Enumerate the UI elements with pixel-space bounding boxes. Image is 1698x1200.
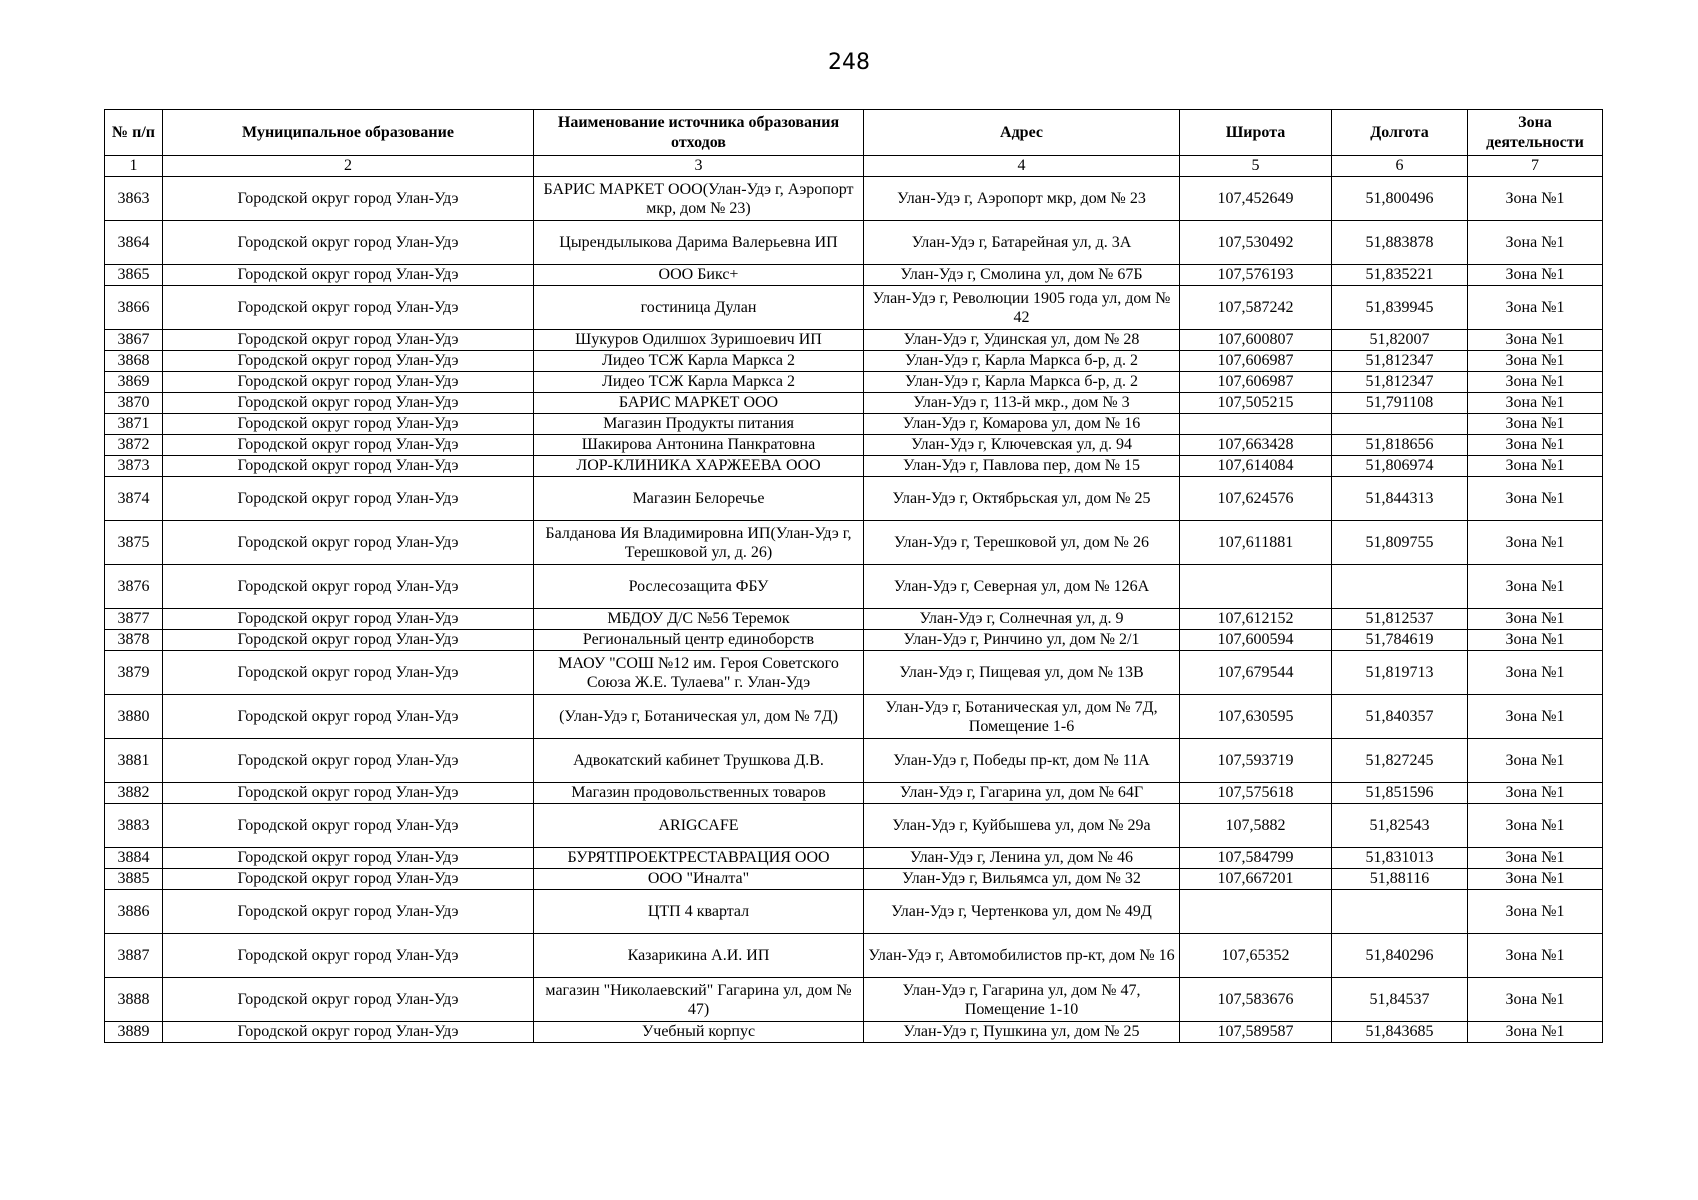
longitude-cell: 51,819713 [1332,651,1468,695]
table-row [105,804,1603,848]
municipality-cell: Городской округ город Улан-Удэ [163,890,534,934]
municipality-cell: Городской округ город Улан-Удэ [163,351,534,372]
table-row [105,393,1603,414]
table-row [105,630,1603,651]
latitude-cell: 107,530492 [1180,221,1332,265]
latitude-cell [1180,565,1332,609]
table-row [105,783,1603,804]
table-row [105,330,1603,351]
row-number-cell: 3876 [105,565,163,609]
longitude-cell [1332,890,1468,934]
table-row [105,414,1603,435]
zone-cell: Зона №1 [1468,783,1603,804]
longitude-cell: 51,812347 [1332,372,1468,393]
zone-cell: Зона №1 [1468,286,1603,330]
municipality-cell: Городской округ город Улан-Удэ [163,477,534,521]
row-number-cell: 3875 [105,521,163,565]
table-row [105,695,1603,739]
longitude-cell: 51,835221 [1332,265,1468,286]
zone-cell: Зона №1 [1468,739,1603,783]
row-number-cell: 3877 [105,609,163,630]
longitude-cell: 51,831013 [1332,848,1468,869]
municipality-cell: Городской округ город Улан-Удэ [163,221,534,265]
address-cell: Улан-Удэ г, Смолина ул, дом № 67Б [864,265,1180,286]
zone-cell: Зона №1 [1468,414,1603,435]
table-row [105,435,1603,456]
municipality-cell: Городской округ город Улан-Удэ [163,934,534,978]
table-row [105,869,1603,890]
header-cell: Адрес [864,110,1180,156]
longitude-cell: 51,818656 [1332,435,1468,456]
source-name-cell: ООО "Иналта" [534,869,864,890]
table-row [105,521,1603,565]
longitude-cell: 51,791108 [1332,393,1468,414]
latitude-cell: 107,612152 [1180,609,1332,630]
municipality-cell: Городской округ город Улан-Удэ [163,177,534,221]
longitude-cell: 51,840296 [1332,934,1468,978]
row-number-cell: 3882 [105,783,163,804]
column-number: 7 [1468,156,1603,177]
zone-cell: Зона №1 [1468,221,1603,265]
municipality-cell: Городской округ город Улан-Удэ [163,848,534,869]
table-row [105,286,1603,330]
source-name-cell: (Улан-Удэ г, Ботаническая ул, дом № 7Д) [534,695,864,739]
municipality-cell: Городской округ город Улан-Удэ [163,393,534,414]
zone-cell: Зона №1 [1468,330,1603,351]
row-number-cell: 3885 [105,869,163,890]
latitude-cell: 107,600594 [1180,630,1332,651]
address-cell: Улан-Удэ г, Куйбышева ул, дом № 29а [864,804,1180,848]
column-number-row [105,156,1603,177]
header-cell: Долгота [1332,110,1468,156]
source-name-cell: Магазин Продукты питания [534,414,864,435]
zone-cell: Зона №1 [1468,521,1603,565]
zone-cell: Зона №1 [1468,695,1603,739]
municipality-cell: Городской округ город Улан-Удэ [163,265,534,286]
zone-cell: Зона №1 [1468,265,1603,286]
latitude-cell: 107,505215 [1180,393,1332,414]
municipality-cell: Городской округ город Улан-Удэ [163,869,534,890]
header-cell: Широта [1180,110,1332,156]
source-name-cell: гостиница Дулан [534,286,864,330]
longitude-cell: 51,851596 [1332,783,1468,804]
address-cell: Улан-Удэ г, Ключевская ул, д. 94 [864,435,1180,456]
latitude-cell: 107,600807 [1180,330,1332,351]
municipality-cell: Городской округ город Улан-Удэ [163,695,534,739]
latitude-cell: 107,575618 [1180,783,1332,804]
source-name-cell: Балданова Ия Владимировна ИП(Улан-Удэ г, Терешковой ул, д. 26) [534,521,864,565]
zone-cell: Зона №1 [1468,609,1603,630]
source-name-cell: Рослесозащита ФБУ [534,565,864,609]
row-number-cell: 3881 [105,739,163,783]
source-name-cell: ЦТП 4 квартал [534,890,864,934]
municipality-cell: Городской округ город Улан-Удэ [163,372,534,393]
longitude-cell: 51,839945 [1332,286,1468,330]
longitude-cell: 51,82007 [1332,330,1468,351]
table-row [105,456,1603,477]
source-name-cell: Лидео ТСЖ Карла Маркса 2 [534,372,864,393]
table-row [105,609,1603,630]
header-cell: Наименование источника образования отходов [534,110,864,156]
column-number: 5 [1180,156,1332,177]
table-row [105,978,1603,1022]
table-row [105,934,1603,978]
municipality-cell: Городской округ город Улан-Удэ [163,1022,534,1043]
longitude-cell: 51,82543 [1332,804,1468,848]
address-cell: Улан-Удэ г, Батарейная ул, д. 3А [864,221,1180,265]
table-row [105,221,1603,265]
address-cell: Улан-Удэ г, Северная ул, дом № 126А [864,565,1180,609]
row-number-cell: 3872 [105,435,163,456]
zone-cell: Зона №1 [1468,1022,1603,1043]
row-number-cell: 3871 [105,414,163,435]
address-cell: Улан-Удэ г, Карла Маркса б-р, д. 2 [864,372,1180,393]
zone-cell: Зона №1 [1468,869,1603,890]
source-name-cell: Магазин продовольственных товаров [534,783,864,804]
municipality-cell: Городской округ город Улан-Удэ [163,521,534,565]
longitude-cell: 51,827245 [1332,739,1468,783]
latitude-cell: 107,5882 [1180,804,1332,848]
address-cell: Улан-Удэ г, Вильямса ул, дом № 32 [864,869,1180,890]
source-name-cell: магазин "Николаевский" Гагарина ул, дом № 47) [534,978,864,1022]
address-cell: Улан-Удэ г, Пищевая ул, дом № 13В [864,651,1180,695]
latitude-cell: 107,630595 [1180,695,1332,739]
longitude-cell: 51,84537 [1332,978,1468,1022]
row-number-cell: 3880 [105,695,163,739]
header-cell: Зона деятельности [1468,110,1603,156]
table-body [105,177,1603,1043]
latitude-cell: 107,667201 [1180,869,1332,890]
table-row [105,565,1603,609]
header-cell: № п/п [105,110,163,156]
latitude-cell [1180,890,1332,934]
zone-cell: Зона №1 [1468,351,1603,372]
zone-cell: Зона №1 [1468,651,1603,695]
table-row [105,890,1603,934]
latitude-cell: 107,593719 [1180,739,1332,783]
source-name-cell: Региональный центр единоборств [534,630,864,651]
source-name-cell: БАРИС МАРКЕТ ООО [534,393,864,414]
row-number-cell: 3863 [105,177,163,221]
longitude-cell: 51,806974 [1332,456,1468,477]
longitude-cell [1332,565,1468,609]
row-number-cell: 3879 [105,651,163,695]
column-number: 1 [105,156,163,177]
latitude-cell: 107,584799 [1180,848,1332,869]
source-name-cell: Лидео ТСЖ Карла Маркса 2 [534,351,864,372]
table-row [105,265,1603,286]
row-number-cell: 3888 [105,978,163,1022]
latitude-cell: 107,624576 [1180,477,1332,521]
source-name-cell: Адвокатский кабинет Трушкова Д.В. [534,739,864,783]
address-cell: Улан-Удэ г, Автомобилистов пр-кт, дом № 16 [864,934,1180,978]
longitude-cell: 51,844313 [1332,477,1468,521]
row-number-cell: 3864 [105,221,163,265]
row-number-cell: 3867 [105,330,163,351]
source-name-cell: Учебный корпус [534,1022,864,1043]
source-name-cell: Шукуров Одилшох Зуришоевич ИП [534,330,864,351]
address-cell: Улан-Удэ г, Ленина ул, дом № 46 [864,848,1180,869]
column-number: 3 [534,156,864,177]
source-name-cell: ООО Бикс+ [534,265,864,286]
municipality-cell: Городской округ город Улан-Удэ [163,651,534,695]
header-row [105,110,1603,156]
row-number-cell: 3889 [105,1022,163,1043]
longitude-cell: 51,809755 [1332,521,1468,565]
row-number-cell: 3865 [105,265,163,286]
row-number-cell: 3874 [105,477,163,521]
zone-cell: Зона №1 [1468,804,1603,848]
municipality-cell: Городской округ город Улан-Удэ [163,630,534,651]
latitude-cell: 107,606987 [1180,351,1332,372]
zone-cell: Зона №1 [1468,177,1603,221]
column-number: 6 [1332,156,1468,177]
source-name-cell: БАРИС МАРКЕТ ООО(Улан-Удэ г, Аэропорт мкр, дом № 23) [534,177,864,221]
column-number: 2 [163,156,534,177]
waste-sources-table [104,109,1603,1043]
latitude-cell: 107,589587 [1180,1022,1332,1043]
source-name-cell: БУРЯТПРОЕКТРЕСТАВРАЦИЯ ООО [534,848,864,869]
source-name-cell: МАОУ "СОШ №12 им. Героя Советского Союза Ж.Е. Тулаева" г. Улан-Удэ [534,651,864,695]
table-row [105,848,1603,869]
address-cell: Улан-Удэ г, Пушкина ул, дом № 25 [864,1022,1180,1043]
municipality-cell: Городской округ город Улан-Удэ [163,739,534,783]
table-row [105,372,1603,393]
address-cell: Улан-Удэ г, Ринчино ул, дом № 2/1 [864,630,1180,651]
column-number: 4 [864,156,1180,177]
address-cell: Улан-Удэ г, Комарова ул, дом № 16 [864,414,1180,435]
zone-cell: Зона №1 [1468,456,1603,477]
municipality-cell: Городской округ город Улан-Удэ [163,330,534,351]
table-row [105,1022,1603,1043]
municipality-cell: Городской округ город Улан-Удэ [163,804,534,848]
row-number-cell: 3883 [105,804,163,848]
municipality-cell: Городской округ город Улан-Удэ [163,414,534,435]
longitude-cell: 51,784619 [1332,630,1468,651]
zone-cell: Зона №1 [1468,477,1603,521]
longitude-cell: 51,800496 [1332,177,1468,221]
zone-cell: Зона №1 [1468,630,1603,651]
address-cell: Улан-Удэ г, Карла Маркса б-р, д. 2 [864,351,1180,372]
row-number-cell: 3869 [105,372,163,393]
header-cell: Муниципальное образование [163,110,534,156]
latitude-cell: 107,611881 [1180,521,1332,565]
table-row [105,651,1603,695]
row-number-cell: 3868 [105,351,163,372]
address-cell: Улан-Удэ г, 113-й мкр., дом № 3 [864,393,1180,414]
source-name-cell: ARIGCAFE [534,804,864,848]
zone-cell: Зона №1 [1468,435,1603,456]
table-row [105,739,1603,783]
longitude-cell: 51,843685 [1332,1022,1468,1043]
address-cell: Улан-Удэ г, Победы пр-кт, дом № 11А [864,739,1180,783]
row-number-cell: 3884 [105,848,163,869]
latitude-cell: 107,452649 [1180,177,1332,221]
row-number-cell: 3886 [105,890,163,934]
source-name-cell: Казарикина А.И. ИП [534,934,864,978]
municipality-cell: Городской округ город Улан-Удэ [163,783,534,804]
source-name-cell: Шакирова Антонина Панкратовна [534,435,864,456]
address-cell: Улан-Удэ г, Удинская ул, дом № 28 [864,330,1180,351]
source-name-cell: ЛОР-КЛИНИКА ХАРЖЕЕВА ООО [534,456,864,477]
row-number-cell: 3870 [105,393,163,414]
longitude-cell: 51,812537 [1332,609,1468,630]
longitude-cell: 51,883878 [1332,221,1468,265]
longitude-cell [1332,414,1468,435]
municipality-cell: Городской округ город Улан-Удэ [163,456,534,477]
latitude-cell: 107,663428 [1180,435,1332,456]
municipality-cell: Городской округ город Улан-Удэ [163,435,534,456]
address-cell: Улан-Удэ г, Терешковой ул, дом № 26 [864,521,1180,565]
table-row [105,351,1603,372]
address-cell: Улан-Удэ г, Аэропорт мкр, дом № 23 [864,177,1180,221]
address-cell: Улан-Удэ г, Октябрьская ул, дом № 25 [864,477,1180,521]
row-number-cell: 3887 [105,934,163,978]
zone-cell: Зона №1 [1468,934,1603,978]
latitude-cell: 107,679544 [1180,651,1332,695]
address-cell: Улан-Удэ г, Ботаническая ул, дом № 7Д, Помещение 1-6 [864,695,1180,739]
table-row [105,177,1603,221]
municipality-cell: Городской округ город Улан-Удэ [163,565,534,609]
latitude-cell: 107,576193 [1180,265,1332,286]
latitude-cell: 107,65352 [1180,934,1332,978]
address-cell: Улан-Удэ г, Гагарина ул, дом № 64Г [864,783,1180,804]
address-cell: Улан-Удэ г, Павлова пер, дом № 15 [864,456,1180,477]
page-number: 248 [828,50,870,75]
municipality-cell: Городской округ город Улан-Удэ [163,978,534,1022]
latitude-cell: 107,614084 [1180,456,1332,477]
zone-cell: Зона №1 [1468,393,1603,414]
zone-cell: Зона №1 [1468,978,1603,1022]
source-name-cell: МБДОУ Д/С №56 Теремок [534,609,864,630]
latitude-cell: 107,583676 [1180,978,1332,1022]
table-row [105,477,1603,521]
row-number-cell: 3878 [105,630,163,651]
longitude-cell: 51,840357 [1332,695,1468,739]
address-cell: Улан-Удэ г, Революции 1905 года ул, дом № 42 [864,286,1180,330]
source-name-cell: Магазин Белоречье [534,477,864,521]
municipality-cell: Городской округ город Улан-Удэ [163,609,534,630]
longitude-cell: 51,88116 [1332,869,1468,890]
municipality-cell: Городской округ город Улан-Удэ [163,286,534,330]
row-number-cell: 3866 [105,286,163,330]
address-cell: Улан-Удэ г, Солнечная ул, д. 9 [864,609,1180,630]
latitude-cell: 107,606987 [1180,372,1332,393]
longitude-cell: 51,812347 [1332,351,1468,372]
address-cell: Улан-Удэ г, Чертенкова ул, дом № 49Д [864,890,1180,934]
zone-cell: Зона №1 [1468,848,1603,869]
zone-cell: Зона №1 [1468,372,1603,393]
zone-cell: Зона №1 [1468,890,1603,934]
source-name-cell: Цырендылыкова Дарима Валерьевна ИП [534,221,864,265]
latitude-cell [1180,414,1332,435]
address-cell: Улан-Удэ г, Гагарина ул, дом № 47, Помещение 1-10 [864,978,1180,1022]
zone-cell: Зона №1 [1468,565,1603,609]
row-number-cell: 3873 [105,456,163,477]
latitude-cell: 107,587242 [1180,286,1332,330]
